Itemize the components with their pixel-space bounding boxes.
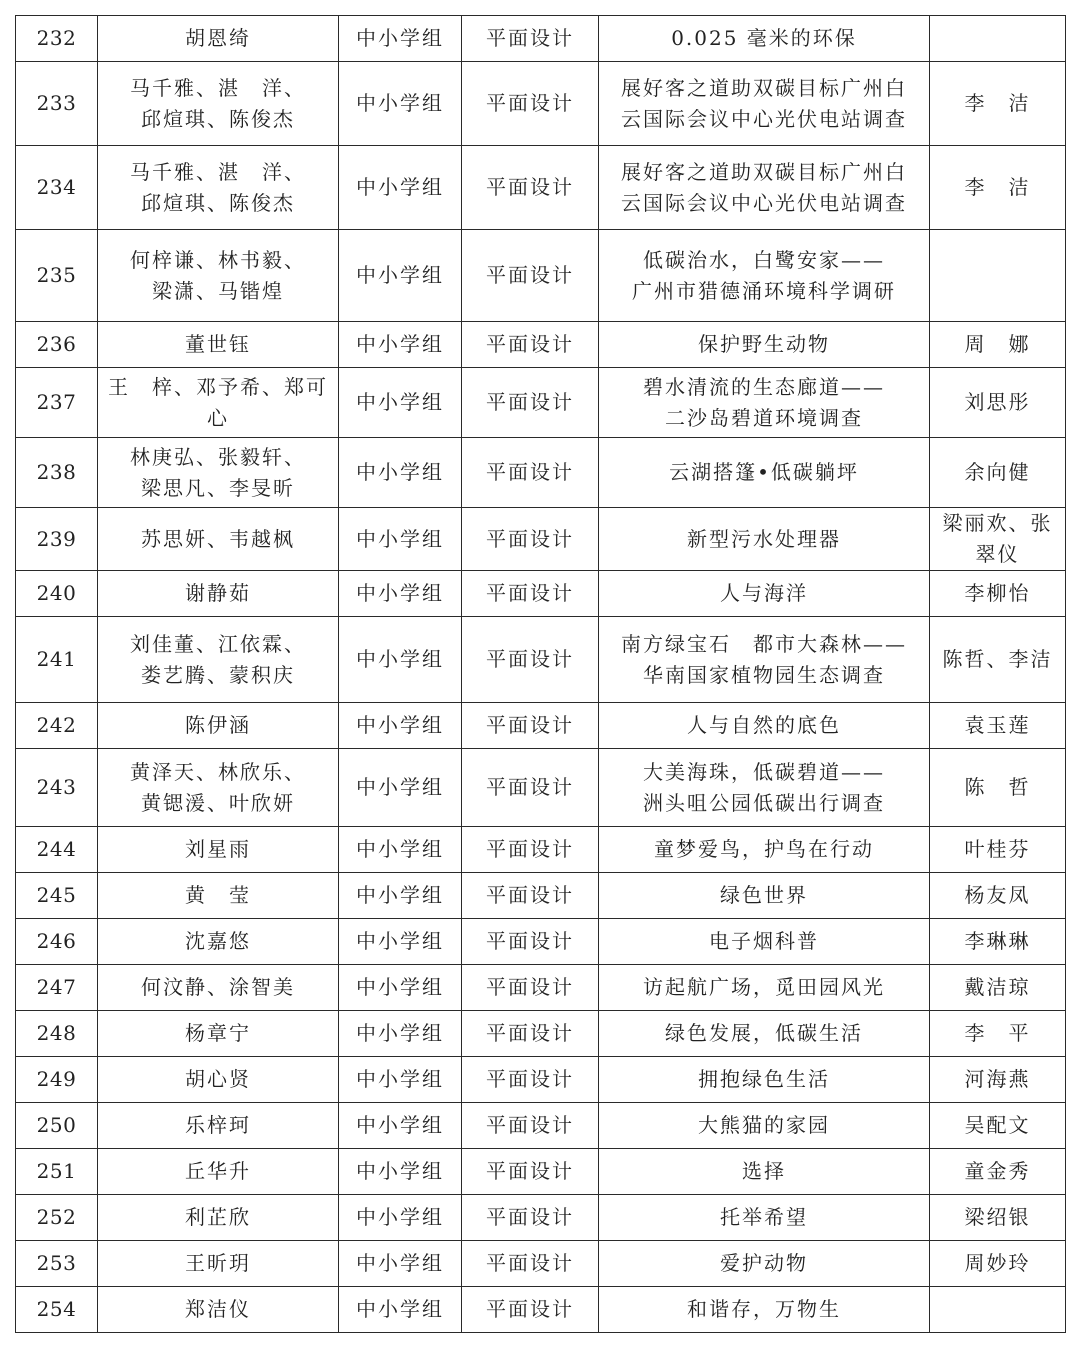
students-line: 梁潇、马锴煌 [152, 278, 284, 303]
work-title-line: 保护野生动物 [698, 332, 830, 356]
teacher-cell [930, 749, 1066, 827]
teacher-line: 李 洁 [964, 91, 1031, 115]
table-row [16, 919, 1066, 965]
students-cell [98, 571, 339, 617]
work-title-line: 南方绿宝石 都市大森林—— [621, 631, 907, 656]
award-list-table [15, 15, 1066, 1333]
teacher-cell [930, 919, 1066, 965]
teacher-line: 袁玉莲 [964, 713, 1031, 737]
work-title-line: 新型污水处理器 [687, 526, 841, 551]
work-title-cell [599, 322, 930, 368]
teacher-cell [930, 62, 1066, 146]
group-cell: 中小学组 [339, 1011, 462, 1057]
work-title-cell [599, 703, 930, 749]
students-line: 陈伊涵 [185, 713, 251, 737]
group-cell: 中小学组 [339, 873, 462, 919]
students-cell [98, 1011, 339, 1057]
students-line: 刘星雨 [185, 837, 251, 861]
teacher-line: 陈 哲 [964, 775, 1031, 799]
group-cell: 中小学组 [339, 749, 462, 827]
students-line: 乐梓珂 [185, 1113, 251, 1137]
students-cell [98, 1149, 339, 1195]
students-line: 刘佳董、江依霖、 [130, 631, 306, 656]
row-number-cell: 241 [16, 617, 98, 703]
teacher-cell [930, 703, 1066, 749]
teacher-line: 梁丽欢、张 [942, 511, 1053, 535]
work-title-cell [599, 1103, 930, 1149]
table-row [16, 16, 1066, 62]
work-title-line: 低碳治水，白鹭安家—— [643, 247, 885, 272]
table-row [16, 1287, 1066, 1333]
work-title-line: 华南国家植物园生态调查 [643, 662, 885, 687]
category-cell: 平面设计 [462, 1149, 599, 1195]
students-line: 王 梓、邓予希、郑可心 [108, 374, 328, 430]
work-title-line: 绿色发展，低碳生活 [665, 1021, 863, 1045]
students-cell [98, 1103, 339, 1149]
students-line: 董世钰 [185, 332, 251, 356]
row-number-cell: 246 [16, 919, 98, 965]
teacher-line: 李琳琳 [964, 929, 1031, 953]
teacher-cell [930, 230, 1066, 322]
work-title-cell [599, 368, 930, 438]
work-title-cell [599, 1195, 930, 1241]
students-line: 邱煊琪、陈俊杰 [141, 106, 295, 131]
category-cell: 平面设计 [462, 749, 599, 827]
teacher-cell [930, 438, 1066, 508]
students-cell [98, 16, 339, 62]
category-cell: 平面设计 [462, 873, 599, 919]
category-cell: 平面设计 [462, 617, 599, 703]
work-title-line: 云国际会议中心光伏电站调查 [621, 106, 907, 131]
row-number-cell: 235 [16, 230, 98, 322]
teacher-line: 陈哲、李洁 [942, 647, 1053, 671]
teacher-line: 翠仪 [975, 542, 1020, 566]
teacher-line: 李 平 [964, 1021, 1031, 1045]
row-number-cell: 254 [16, 1287, 98, 1333]
work-title-line: 碧水清流的生态廊道—— [643, 374, 885, 399]
group-cell: 中小学组 [339, 1057, 462, 1103]
category-cell: 平面设计 [462, 1103, 599, 1149]
teacher-cell [930, 1011, 1066, 1057]
teacher-cell [930, 16, 1066, 62]
students-line: 马千雅、湛 洋、 [130, 159, 306, 184]
row-number-cell: 249 [16, 1057, 98, 1103]
category-cell: 平面设计 [462, 16, 599, 62]
students-cell [98, 230, 339, 322]
work-title-line: 展好客之道助双碳目标广州白 [621, 75, 907, 100]
teacher-cell [930, 1195, 1066, 1241]
students-cell [98, 919, 339, 965]
row-number-cell: 247 [16, 965, 98, 1011]
students-cell [98, 322, 339, 368]
teacher-cell [930, 322, 1066, 368]
teacher-cell [930, 1241, 1066, 1287]
students-line: 丘华升 [185, 1159, 251, 1183]
row-number-cell: 237 [16, 368, 98, 438]
work-title-cell [599, 919, 930, 965]
category-cell: 平面设计 [462, 62, 599, 146]
students-cell [98, 62, 339, 146]
students-line: 谢静茹 [185, 581, 251, 605]
teacher-cell [930, 873, 1066, 919]
students-cell [98, 368, 339, 438]
table-row [16, 749, 1066, 827]
students-cell [98, 703, 339, 749]
students-cell [98, 965, 339, 1011]
students-cell [98, 827, 339, 873]
category-cell: 平面设计 [462, 1241, 599, 1287]
students-line: 何汶静、涂智美 [141, 975, 295, 999]
row-number-cell: 252 [16, 1195, 98, 1241]
table-row [16, 1241, 1066, 1287]
teacher-cell [930, 146, 1066, 230]
students-line: 郑洁仪 [185, 1297, 251, 1321]
work-title-line: 拥抱绿色生活 [698, 1067, 830, 1091]
teacher-line: 河海燕 [964, 1067, 1031, 1091]
teacher-cell [930, 368, 1066, 438]
work-title-line: 托举希望 [720, 1205, 808, 1229]
work-title-line: 人与自然的底色 [687, 713, 841, 737]
teacher-line: 吴配文 [964, 1113, 1031, 1137]
work-title-line: 和谐存，万物生 [687, 1297, 841, 1321]
table-row [16, 438, 1066, 508]
work-title-line: 选择 [742, 1159, 786, 1183]
teacher-line: 梁绍银 [964, 1205, 1031, 1229]
table-row [16, 1195, 1066, 1241]
group-cell: 中小学组 [339, 1241, 462, 1287]
teacher-line: 周 娜 [964, 332, 1031, 356]
table-row [16, 827, 1066, 873]
row-number-cell: 232 [16, 16, 98, 62]
work-title-cell [599, 617, 930, 703]
group-cell: 中小学组 [339, 1103, 462, 1149]
work-title-cell [599, 508, 930, 571]
students-line: 苏思妍、韦越枫 [141, 526, 295, 551]
teacher-line: 叶桂芬 [964, 837, 1031, 861]
work-title-cell [599, 571, 930, 617]
work-title-line: 绿色世界 [720, 883, 808, 907]
students-cell [98, 438, 339, 508]
group-cell: 中小学组 [339, 827, 462, 873]
teacher-line: 周妙玲 [964, 1251, 1031, 1275]
group-cell: 中小学组 [339, 1149, 462, 1195]
students-line: 胡心贤 [185, 1067, 251, 1091]
group-cell: 中小学组 [339, 322, 462, 368]
teacher-cell [930, 571, 1066, 617]
work-title-cell [599, 1057, 930, 1103]
group-cell: 中小学组 [339, 919, 462, 965]
work-title-cell [599, 827, 930, 873]
row-number-cell: 244 [16, 827, 98, 873]
category-cell: 平面设计 [462, 1195, 599, 1241]
students-line: 林庚弘、张毅轩、 [130, 444, 306, 469]
table-row [16, 571, 1066, 617]
table-row [16, 965, 1066, 1011]
work-title-cell [599, 1149, 930, 1195]
row-number-cell: 253 [16, 1241, 98, 1287]
work-title-cell [599, 16, 930, 62]
teacher-cell [930, 1149, 1066, 1195]
group-cell: 中小学组 [339, 146, 462, 230]
students-line: 邱煊琪、陈俊杰 [141, 190, 295, 215]
category-cell: 平面设计 [462, 368, 599, 438]
table-row [16, 62, 1066, 146]
teacher-line: 李 洁 [964, 175, 1031, 199]
teacher-line: 童金秀 [964, 1159, 1031, 1183]
table-row [16, 146, 1066, 230]
students-cell [98, 617, 339, 703]
category-cell: 平面设计 [462, 919, 599, 965]
work-title-cell [599, 438, 930, 508]
row-number-cell: 233 [16, 62, 98, 146]
students-line: 娄艺腾、蒙积庆 [141, 662, 295, 687]
row-number-cell: 234 [16, 146, 98, 230]
work-title-cell [599, 1011, 930, 1057]
students-cell [98, 1241, 339, 1287]
work-title-line: 0.025 毫米的环保 [671, 26, 857, 50]
row-number-cell: 248 [16, 1011, 98, 1057]
table-row [16, 617, 1066, 703]
work-title-cell [599, 62, 930, 146]
teacher-cell [930, 827, 1066, 873]
students-line: 马千雅、湛 洋、 [130, 75, 306, 100]
work-title-line: 访起航广场，觅田园风光 [643, 975, 885, 999]
work-title-line: 展好客之道助双碳目标广州白 [621, 159, 907, 184]
students-cell [98, 1195, 339, 1241]
category-cell: 平面设计 [462, 703, 599, 749]
students-line: 黄 莹 [185, 883, 251, 907]
row-number-cell: 242 [16, 703, 98, 749]
group-cell: 中小学组 [339, 571, 462, 617]
work-title-line: 电子烟科普 [709, 929, 819, 953]
students-cell [98, 1287, 339, 1333]
category-cell: 平面设计 [462, 322, 599, 368]
category-cell: 平面设计 [462, 571, 599, 617]
group-cell: 中小学组 [339, 62, 462, 146]
work-title-cell [599, 749, 930, 827]
teacher-cell [930, 1287, 1066, 1333]
work-title-cell [599, 1287, 930, 1333]
table-row [16, 1149, 1066, 1195]
students-line: 杨章宁 [185, 1021, 251, 1045]
work-title-line: 大熊猫的家园 [698, 1113, 830, 1137]
group-cell: 中小学组 [339, 1287, 462, 1333]
teacher-cell [930, 965, 1066, 1011]
work-title-cell [599, 965, 930, 1011]
table-row [16, 1103, 1066, 1149]
group-cell: 中小学组 [339, 438, 462, 508]
group-cell: 中小学组 [339, 965, 462, 1011]
table-row [16, 873, 1066, 919]
teacher-line: 杨友凤 [964, 883, 1031, 907]
row-number-cell: 243 [16, 749, 98, 827]
row-number-cell: 250 [16, 1103, 98, 1149]
table-row [16, 703, 1066, 749]
table-row [16, 368, 1066, 438]
group-cell: 中小学组 [339, 368, 462, 438]
group-cell: 中小学组 [339, 617, 462, 703]
work-title-line: 云湖搭篷•低碳躺坪 [669, 460, 859, 484]
group-cell: 中小学组 [339, 703, 462, 749]
category-cell: 平面设计 [462, 438, 599, 508]
work-title-line: 大美海珠，低碳碧道—— [643, 759, 885, 784]
students-line: 胡恩绮 [185, 26, 251, 50]
table-row [16, 508, 1066, 571]
work-title-cell [599, 1241, 930, 1287]
work-title-line: 洲头咀公园低碳出行调查 [643, 790, 885, 815]
students-cell [98, 146, 339, 230]
category-cell: 平面设计 [462, 146, 599, 230]
work-title-cell [599, 873, 930, 919]
teacher-cell [930, 617, 1066, 703]
work-title-line: 人与海洋 [720, 581, 808, 605]
table-row [16, 230, 1066, 322]
row-number-cell: 240 [16, 571, 98, 617]
teacher-line: 刘思彤 [964, 390, 1031, 414]
teacher-cell [930, 1103, 1066, 1149]
teacher-line: 余向健 [964, 460, 1031, 484]
work-title-line: 广州市猎德涌环境科学调研 [632, 278, 896, 303]
group-cell: 中小学组 [339, 16, 462, 62]
category-cell: 平面设计 [462, 1011, 599, 1057]
row-number-cell: 239 [16, 508, 98, 571]
table-row [16, 322, 1066, 368]
table-body [16, 16, 1066, 1333]
work-title-line: 云国际会议中心光伏电站调查 [621, 190, 907, 215]
students-line: 利芷欣 [185, 1205, 251, 1229]
students-cell [98, 873, 339, 919]
work-title-cell [599, 230, 930, 322]
row-number-cell: 245 [16, 873, 98, 919]
work-title-line: 爱护动物 [720, 1251, 808, 1275]
group-cell: 中小学组 [339, 1195, 462, 1241]
category-cell: 平面设计 [462, 1057, 599, 1103]
students-line: 黄泽天、林欣乐、 [130, 759, 306, 784]
category-cell: 平面设计 [462, 1287, 599, 1333]
group-cell: 中小学组 [339, 508, 462, 571]
category-cell: 平面设计 [462, 965, 599, 1011]
students-cell [98, 749, 339, 827]
teacher-cell [930, 1057, 1066, 1103]
work-title-line: 童梦爱鸟，护鸟在行动 [654, 837, 874, 861]
row-number-cell: 238 [16, 438, 98, 508]
work-title-cell [599, 146, 930, 230]
students-cell [98, 508, 339, 571]
category-cell: 平面设计 [462, 508, 599, 571]
students-line: 沈嘉悠 [185, 929, 251, 953]
teacher-line: 李柳怡 [964, 581, 1031, 605]
row-number-cell: 236 [16, 322, 98, 368]
table-row [16, 1011, 1066, 1057]
students-line: 梁思凡、李旻昕 [141, 475, 295, 500]
group-cell: 中小学组 [339, 230, 462, 322]
teacher-cell [930, 508, 1066, 571]
students-cell [98, 1057, 339, 1103]
table-row [16, 1057, 1066, 1103]
row-number-cell: 251 [16, 1149, 98, 1195]
teacher-line: 戴洁琼 [964, 975, 1031, 999]
students-line: 黄锶湲、叶欣妍 [141, 790, 295, 815]
category-cell: 平面设计 [462, 230, 599, 322]
category-cell: 平面设计 [462, 827, 599, 873]
work-title-line: 二沙岛碧道环境调查 [665, 405, 863, 430]
students-line: 王昕玥 [185, 1251, 251, 1275]
students-line: 何梓谦、林书毅、 [130, 247, 306, 272]
